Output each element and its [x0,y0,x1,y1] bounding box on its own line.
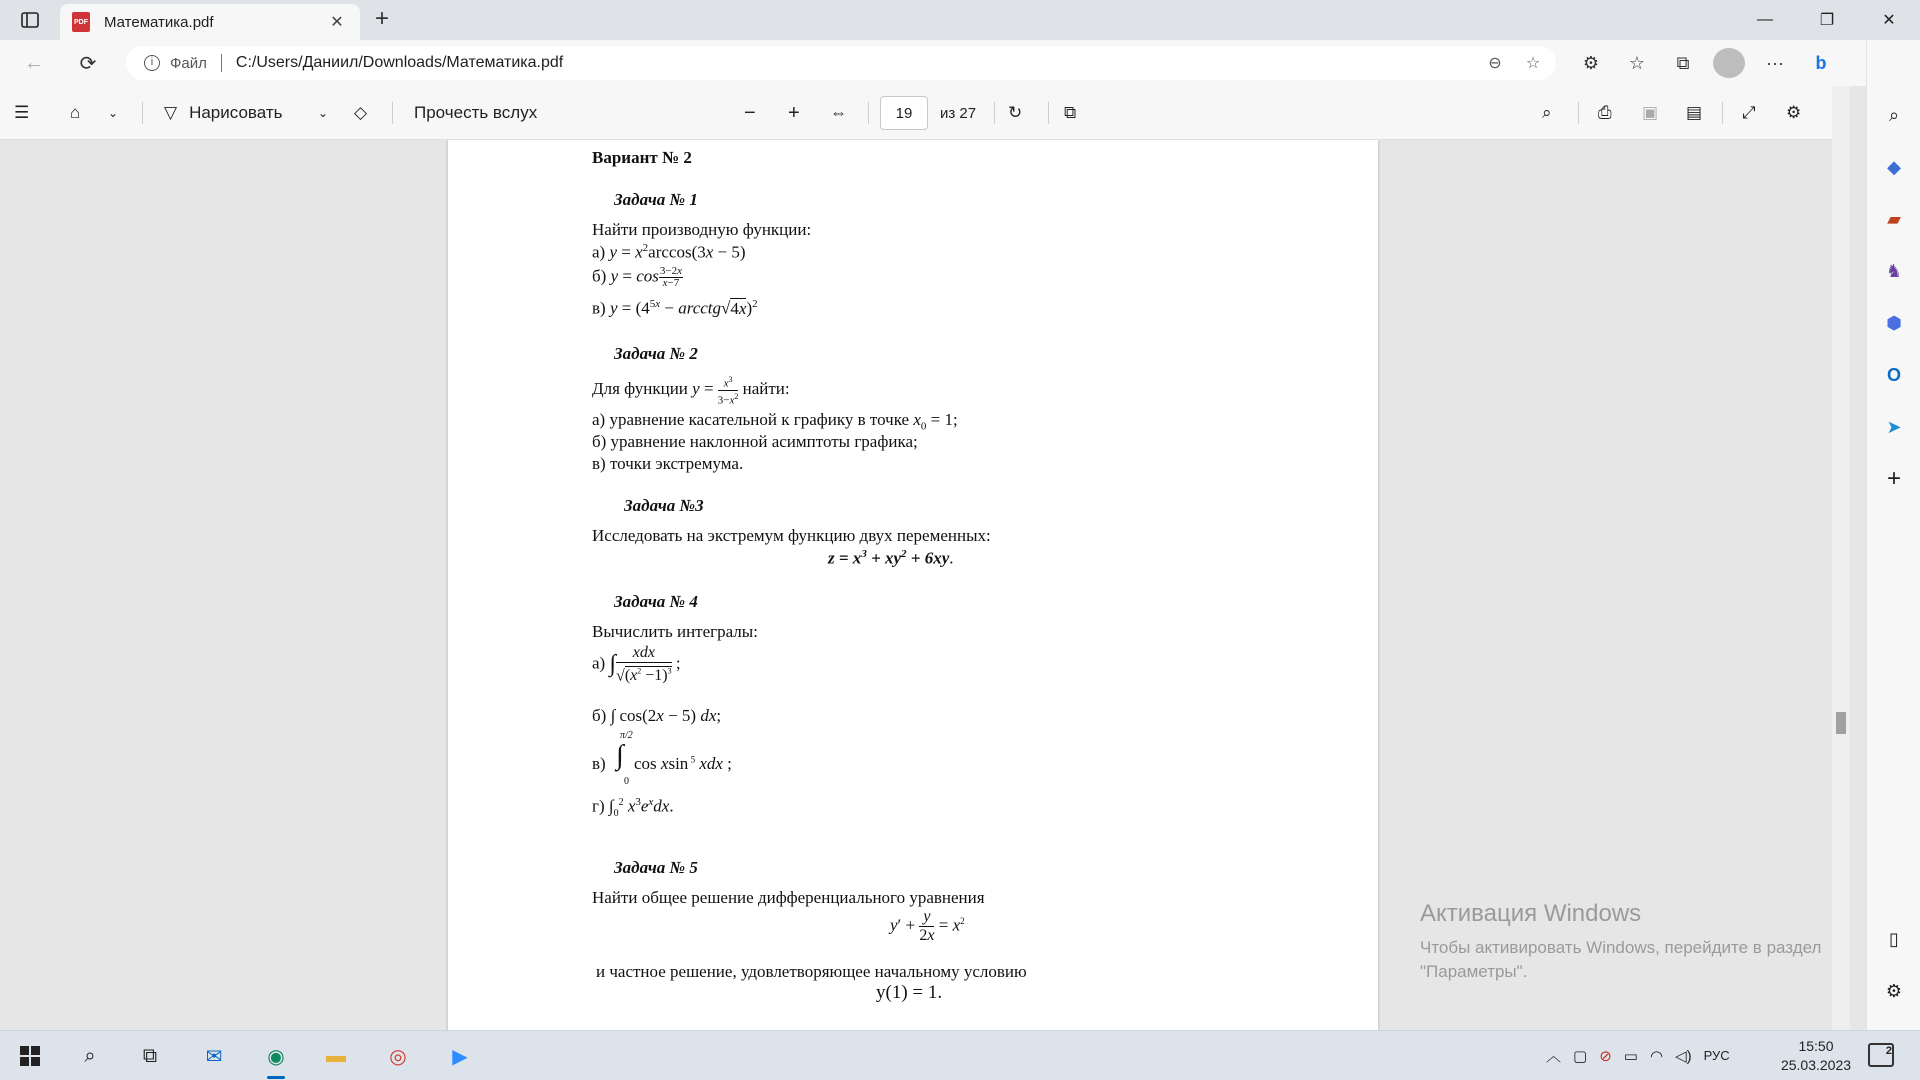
games-icon[interactable]: ♞ [1885,260,1903,281]
taskbar-search-icon[interactable]: ⌕ [84,1044,96,1067]
tray-app-icon[interactable]: ▢ [1573,1047,1588,1065]
browser-toolbar [1575,48,1837,78]
notification-count: 2 [1885,1045,1892,1057]
add-favorite-icon[interactable]: ☆ [1525,55,1541,72]
activation-watermark-title: Активация Windows [1420,900,1642,927]
fit-page-icon[interactable]: ⇔ [830,103,847,122]
window-controls [1734,0,1920,40]
task2-heading: Задача № 2 [614,344,698,363]
tab-strip [0,0,1920,40]
task2-a-text: а) уравнение касательной к графику в точке [592,410,914,429]
add-sidebar-app-icon[interactable]: + [1886,465,1901,492]
new-tab-button[interactable]: + [374,5,389,32]
toolbar-divider [1722,102,1723,124]
task1-item-a: а) $y = x^2\arccos(3x - 5)$ [592,242,746,262]
telegram-icon[interactable]: ➤ [1886,416,1902,437]
taskbar [0,1030,1920,1080]
omnibox-actions [1484,52,1544,74]
active-app-indicator [267,1076,285,1079]
scrollbar[interactable] [1832,86,1850,1030]
zoom-in-button[interactable]: + [788,101,800,124]
tab-actions-icon [21,12,39,28]
item-label: а) [592,242,610,262]
item-label: в) [592,754,606,773]
save-as-icon[interactable]: ▤ [1686,103,1703,122]
close-window-button[interactable]: ✕ [1882,12,1896,29]
favorites-icon[interactable]: ☆ [1628,52,1646,73]
file-explorer-icon[interactable]: ▬ [326,1044,346,1067]
page-total: из 27 [940,104,977,122]
task5-equation: y′ + $\frac{y}{2x} = x^2$ [890,908,965,944]
chrome-app-icon[interactable]: ◎ [389,1045,407,1068]
highlight-dropdown-icon[interactable]: ⌄ [108,106,119,120]
variant-title: Вариант № 2 [592,148,692,167]
info-icon[interactable]: i [144,55,160,71]
print-icon[interactable]: ⎙ [1598,103,1612,122]
toolbar-divider [392,102,393,124]
maximize-button[interactable]: ❐ [1819,12,1835,29]
task2-intro: Для функции y = $\frac{x^3}{3-x^2}$ найти: [592,375,790,407]
wifi-icon[interactable]: ◠ [1649,1047,1664,1065]
collections-icon[interactable]: ⧉ [1676,52,1690,73]
mail-app-icon[interactable]: ✉ [205,1045,223,1068]
item-label: б) [592,706,607,725]
scrollbar-thumb[interactable] [1836,712,1846,734]
task2-item-b: б) уравнение наклонной асимптоты графика; [592,432,918,451]
tray-alert-icon[interactable]: ⊘ [1599,1047,1612,1065]
eraser-icon[interactable]: ◇ [354,103,368,122]
zoom-out-icon[interactable]: ⊖ [1488,55,1502,72]
clock-time: 15:50 [1798,1038,1834,1054]
save-icon[interactable]: ▣ [1642,103,1659,122]
system-tray [1546,1045,1730,1066]
tools-icon[interactable]: ▰ [1887,208,1901,229]
close-tab-icon[interactable]: ✕ [330,14,344,31]
task4-item-b: б) ∫ cos(2x − 5) dx; [592,706,722,725]
pdf-page: Вариант № 2 Задача № 1 Найти производную функции: а) $y = x^2\arccos(3x - 5)$ б) y = cos $\frac{3-2x}{x-7}$ в) $y = (4^{5x}$ − arcctg√4x)$^2$ Задача № 2 Для функции y = $\frac{x^3}{3-x^2}$ найти: а) уравнение касательной к графику в точке $x_0 = 1$; б) уравнение наклонной асимптоты графика; в) точки экстремума. Задача №3 Исследовать на экстремум функцию двух переменных: $z = x^3 + xy^2 + 6xy$. Задача № 4 Вычислить интегралы: а) ∫ $\frac{\text{xdx}}{√(x^2 -1)^3}$ ; б) ∫ cos(2x − 5) dx; в) π/2 ∫ 0 cos xsin $^5$ xdx ; г) $\int_0^2$ $x^3e^xdx$. Задача № 5 Найти общее решение дифференциального уравнения y′ + $\frac{y}{2x} = x^2$ и частное решение, удовлетворяющее начальному условию y(1) = 1. [448,140,1378,1030]
file-label: Файл [170,54,207,72]
pdf-settings-icon[interactable]: ⚙ [1786,103,1802,122]
notification-center-icon[interactable] [1868,1043,1894,1067]
document-viewer [0,140,1832,1030]
fullscreen-icon[interactable]: ⤢ [1742,103,1756,122]
draw-dropdown-icon[interactable]: ⌄ [318,106,329,120]
search-icon[interactable]: ⌕ [1542,103,1552,122]
task5-particular: и частное решение, удовлетворяющее начальному условию [596,962,1027,981]
language-indicator[interactable]: РУС [1703,1048,1730,1063]
toolbar-divider [142,102,143,124]
minimize-button[interactable]: — [1757,11,1773,28]
task4-item-a: а) ∫ $\frac{\text{xdx}}{√(x^2 -1)^3}$ ; [592,644,681,685]
address-bar[interactable] [126,46,1556,80]
task2-item-a: а) уравнение касательной к графику в точке $x_0 = 1$; [592,410,958,433]
sidebar-toggle-icon[interactable]: ▯ [1889,928,1899,949]
profile-button[interactable] [1713,48,1745,78]
task4-item-g: г) $\int_0^2$ $x^3e^xdx$. [592,796,674,820]
task4-heading: Задача № 4 [614,592,698,611]
task1-heading: Задача № 1 [614,190,698,209]
task2-intro-after: найти: [738,379,790,399]
tab-actions-button[interactable] [14,8,46,32]
task3-heading: Задача №3 [624,496,704,515]
windows-icon [20,1046,40,1066]
more-menu-icon[interactable]: ··· [1766,52,1784,73]
task5-intro: Найти общее решение дифференциального уравнения [592,888,985,907]
refresh-button[interactable]: ⟳ [79,52,97,75]
item-label: в) [592,298,610,318]
task3-intro: Исследовать на экстремум функцию двух переменных: [592,526,991,545]
activation-watermark-text: Чтобы активировать Windows, перейдите в раздел "Параметры". [1420,938,1822,981]
office-icon[interactable]: ⬢ [1886,312,1902,333]
highlight-icon[interactable]: ⌂ [70,103,81,122]
item-label: г) [592,796,605,816]
zoom-out-button[interactable]: − [744,101,756,124]
outlook-icon[interactable]: O [1886,364,1901,385]
start-button[interactable] [12,1039,48,1073]
zoom-app-icon[interactable]: ▶ [452,1045,468,1068]
avatar [1713,48,1745,78]
volume-icon[interactable]: ◁) [1675,1047,1692,1065]
task5-condition: y(1) = 1. [876,982,943,1003]
task5-heading: Задача № 5 [614,858,698,877]
sidebar-settings-icon[interactable]: ⚙ [1885,980,1903,1001]
contents-icon[interactable]: ☰ [14,103,30,122]
back-button[interactable]: ← [24,51,44,74]
rotate-icon[interactable]: ↻ [1008,103,1023,122]
draw-icon: ▽ [164,103,178,122]
address-row [0,40,1920,86]
draw-button[interactable] [164,98,282,128]
shopping-icon[interactable]: ◆ [1887,156,1901,177]
task1-intro: Найти производную функции: [592,220,812,239]
edge-app-icon[interactable]: ◉ [267,1045,285,1068]
edge-sidebar [1866,40,1920,1030]
page-view-icon[interactable]: ⧉ [1064,103,1077,122]
task4-intro: Вычислить интегралы: [592,622,758,641]
task3-formula: $z = x^3 + xy^2 + 6xy$. [828,548,954,568]
tab-title: Математика.pdf [104,13,214,31]
draw-label: Нарисовать [189,103,283,122]
read-aloud-button[interactable]: Прочесть вслух [414,103,538,122]
pdf-toolbar [0,86,1834,140]
task2-item-v: в) точки экстремума. [592,454,744,473]
task2-intro-before: Для функции [592,379,693,399]
battery-icon[interactable]: ▭ [1623,1047,1638,1065]
tray-chevron-icon[interactable]: ︿ [1546,1048,1562,1065]
pdf-icon: PDF [72,12,90,32]
task-view-icon[interactable]: ⧉ [142,1044,158,1067]
clock[interactable] [1776,1037,1856,1075]
page-number-input[interactable]: 19 [880,96,928,130]
clock-date: 25.03.2023 [1780,1057,1852,1073]
toolbar-divider [868,102,869,124]
browser-tab[interactable] [60,4,360,40]
omnibox-divider [221,54,222,72]
toolbar-divider [1578,102,1579,124]
task1-item-v: в) $y = (4^{5x}$ − arcctg√4x)$^2$ [592,298,758,318]
extensions-icon[interactable]: ⚙ [1582,52,1600,73]
toolbar-divider [994,102,995,124]
item-label: а) [592,653,606,673]
url-text[interactable]: C:/Users/Даниил/Downloads/Математика.pdf [235,54,564,71]
task1-item-b: б) y = cos $\frac{3-2x}{x-7}$ [592,265,682,289]
item-label: б) [592,266,611,286]
bing-icon[interactable]: b [1815,52,1827,73]
sidebar-search-icon[interactable]: ⌕ [1888,104,1900,125]
toolbar-divider [1048,102,1049,124]
